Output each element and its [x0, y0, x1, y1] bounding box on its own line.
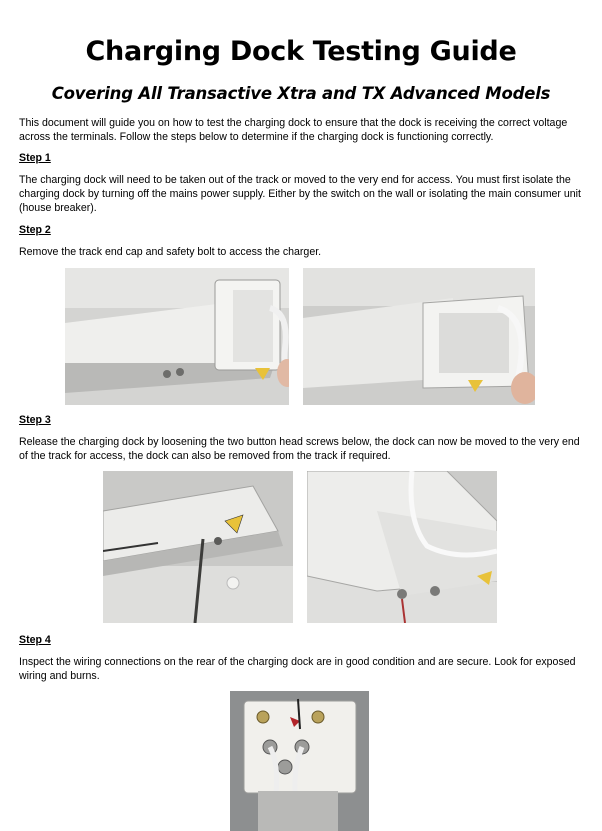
step-4-text: Inspect the wiring connections on the rear of the charging dock are in good condition and are secure. Look for exposed wiring and burns. — [19, 656, 576, 682]
step-1-text: The charging dock will need to be taken out of the track or moved to the very end for access. You must first isolate the charging dock by turning off the mains power supply. Either by the switch on the wall or isolating the main consumer unit (house breaker). — [19, 174, 581, 214]
intro-paragraph: This document will guide you on how to test the charging dock to ensure that the dock is receiving the correct voltage across the terminals. Follow the steps below to determine if the charging dock is functioning correctly. — [19, 117, 568, 143]
step-2-heading: Step 2 — [19, 224, 51, 236]
page-title: Charging Dock Testing Guide — [85, 36, 517, 67]
end-cap-photo-2 — [303, 268, 535, 405]
page-subtitle: Covering All Transactive Xtra and TX Advanced Models — [51, 84, 551, 103]
screws-photo-2 — [307, 471, 497, 623]
step-3-heading: Step 3 — [19, 414, 51, 426]
wiring-photo — [230, 691, 369, 831]
screws-photo-1 — [103, 471, 293, 623]
step-3-text: Release the charging dock by loosening the two button head screws below, the dock can now be moved to the very end of the track for access, the dock can also be removed from the track if required. — [19, 436, 580, 462]
step-4-heading: Step 4 — [19, 634, 51, 646]
step-2-text: Remove the track end cap and safety bolt to access the charger. — [19, 246, 322, 258]
step-1-heading: Step 1 — [19, 152, 51, 164]
end-cap-photo-1 — [65, 268, 289, 405]
